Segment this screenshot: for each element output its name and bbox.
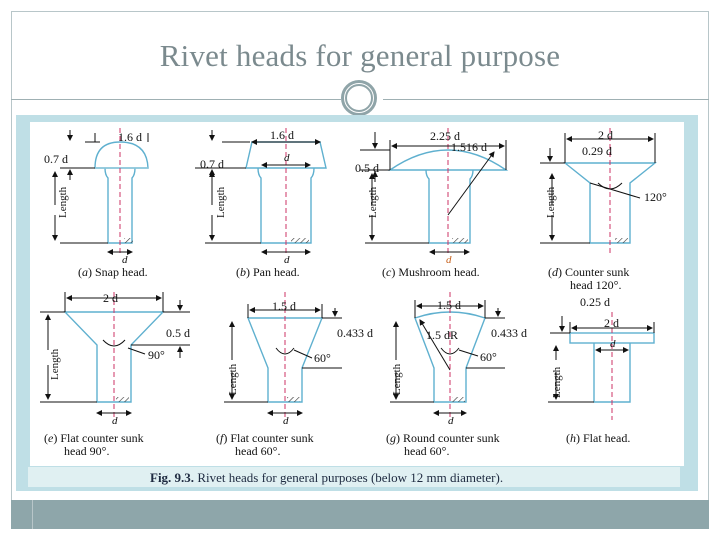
panel-g-head-dim: 1.5 d	[437, 298, 461, 312]
panel-a-snap-head	[95, 142, 148, 243]
footer-bar	[11, 500, 709, 529]
panel-h-name: (h) Flat head.	[566, 431, 631, 445]
panel-b-length-label: Length	[215, 186, 227, 218]
panel-a-height-dim: 0.7 d	[44, 152, 68, 166]
panel-c-extra-dim: 1.516 d	[451, 140, 487, 154]
panel-d-name: (d) Counter sunk	[548, 265, 630, 279]
slide-title: Rivet heads for general purpose	[159, 38, 561, 73]
panel-f-angle: 60°	[314, 351, 331, 365]
panel-c-name: (c) Mushroom head.	[382, 265, 480, 279]
panel-b-d-top-label: d	[284, 152, 290, 164]
panel-f-length-label: Length	[227, 363, 239, 395]
panel-d-name-line2: head 120°.	[570, 278, 622, 292]
panel-f-name: (f) Flat counter sunk	[216, 431, 314, 445]
figure-caption	[150, 470, 503, 486]
panel-g-angle: 60°	[480, 350, 497, 364]
panel-b-head-dim: 1.6 d	[270, 128, 294, 142]
panel-h-length-label: Length	[551, 366, 563, 398]
panel-f-d-label: d	[283, 415, 289, 427]
panel-e-name: (e) Flat counter sunk	[44, 431, 144, 445]
panel-e-head-dim: 2 d	[103, 291, 118, 305]
panel-h-height-dim: 0.25 d	[580, 295, 610, 309]
panel-g-radius-dim: 1.5 dR	[426, 328, 459, 342]
panel-f-name-line2: head 60°.	[235, 444, 281, 458]
panel-c-head-dim: 2.25 d	[430, 129, 460, 143]
panel-e-length-label: Length	[49, 348, 61, 380]
panel-c-height-dim: 0.5 d	[355, 161, 379, 175]
panel-e-name-line2: head 90°.	[64, 444, 110, 458]
panel-g-length-label: Length	[391, 363, 403, 395]
panel-g-name-line2: head 60°.	[404, 444, 450, 458]
caption-prefix: Fig. 9.3.	[150, 470, 195, 485]
panel-b-height-dim: 0.7 d	[200, 157, 224, 171]
panel-e-angle: 90°	[148, 348, 165, 362]
panel-e-d-label: d	[112, 415, 118, 427]
panel-a-head-dim: 1.6 d	[118, 130, 142, 144]
caption-text: Rivet heads for general purposes (below 12 mm diameter).	[197, 470, 504, 485]
panel-e-height-dim: 0.5 d	[166, 326, 190, 340]
panel-a-length-label: Length	[57, 186, 69, 218]
panel-a-name: (a) Snap head.	[78, 265, 148, 279]
panel-d-head-dim: 2 d	[598, 128, 613, 142]
panel-h-d-label: d	[610, 338, 616, 350]
panel-d-angle: 120°	[644, 190, 667, 204]
panel-b-d-label: d	[284, 254, 290, 266]
footer-cell	[11, 500, 33, 529]
panel-g-name: (g) Round counter sunk	[386, 431, 500, 445]
panel-d-height-dim: 0.29 d	[582, 144, 612, 158]
panel-c-d-label: d	[446, 254, 452, 266]
panel-f-height-dim: 0.433 d	[337, 326, 373, 340]
panel-c-length-label: Length	[367, 186, 379, 218]
panel-d-length-label: Length	[545, 186, 557, 218]
panel-a-d-label: d	[122, 254, 128, 266]
panel-g-d-label: d	[448, 415, 454, 427]
panel-h-head-dim: 2 d	[604, 316, 619, 330]
panel-b-name: (b) Pan head.	[236, 265, 300, 279]
panel-g-height-dim: 0.433 d	[491, 326, 527, 340]
panel-f-head-dim: 1.5 d	[272, 299, 296, 313]
